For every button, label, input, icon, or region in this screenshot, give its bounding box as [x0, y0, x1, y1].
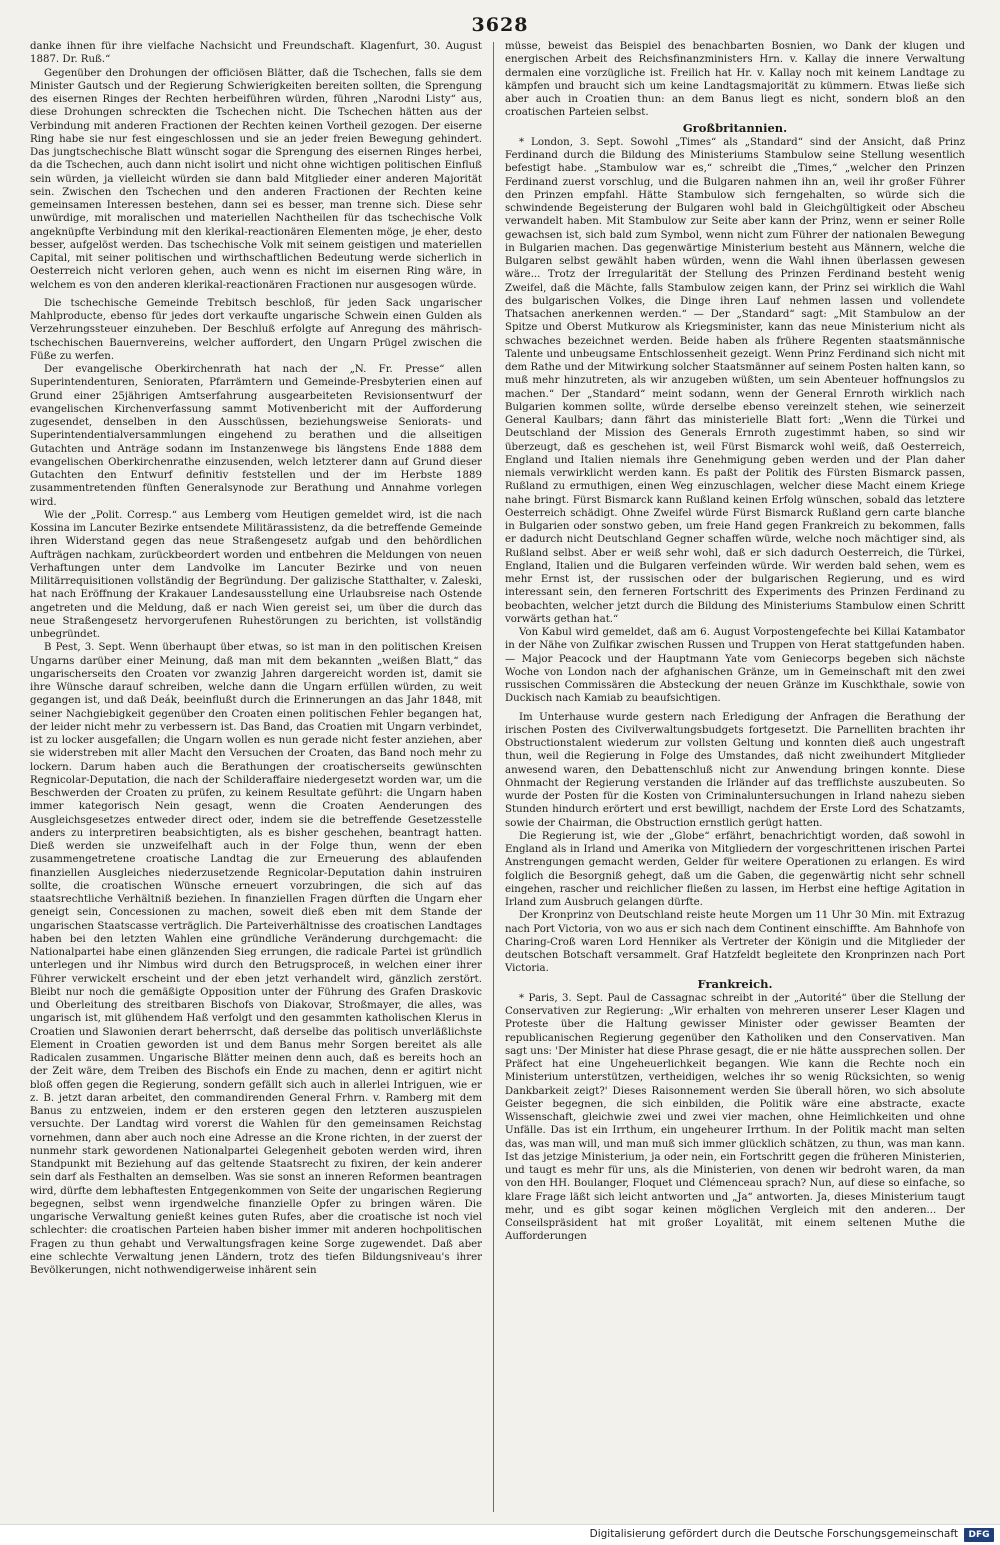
column-divider: [493, 42, 494, 1512]
article-paragraph: Der evangelische Oberkirchenrath hat nach der „N. Fr. Presse“ allen Superintendenturen, Senioraten, Pfarrämtern und Gemeinde-Presbyterien einen auf Grund einer 25jährigen Amtserfahrung ausgearbeiteten Revisionsentwurf der evangelischen Kirchenverfassung sammt Motivenbericht mit der Aufforderung zugesendet, denselben in den Ausschüssen, beziehungsweise Seniorats- und Superintendentialversammlungen eingehend zu berathen und die allseitigen Gutachten und Anträge sodann im Instanzenwege bis längstens Ende 1888 dem evangelischen Oberkirchenrathe einzusenden, welch letzterer dann auf Grund dieser Gutachten den Entwurf definitiv feststellen und der im Herbste 1889 zusammentretenden fünften Generalsynode zur Berathung und Annahme vorlegen wird.: [30, 364, 482, 508]
section-heading-france: Frankreich.: [697, 976, 773, 991]
article-paragraph: B Pest, 3. Sept. Wenn überhaupt über etwas, so ist man in den politischen Kreisen Ungarns darüber einer Meinung, daß man mit dem bekannten „weißen Blatt,“ das ungarischerseits den Croaten vor zwanzig Jahren dargereicht worden ist, damit sie ihre Wünsche darauf schreiben, welche dann die Ungarn erfüllen würden, zu weit gegangen ist, und daß Deák, beeinflußt durch die Erinnerungen an das Jahr 1848, mit seiner Nachgiebigkeit gegenüber den Croaten einen politischen Fehler begangen hat, der leider nicht mehr zu verbessern ist. Das Band, das Croatien mit Ungarn verbindet, ist zu locker ausgefallen; die Ungarn wollen es nun gerade nicht fester anziehen, aber sie widerstreben mit aller Macht den Versuchen der Croaten, das Band noch mehr zu lockern. Darum haben auch die Berathungen der croatischerseits gewünschten Regnicolar-Deputation, die nach der Schilderaffaire niedergesetzt worden war, um die Beschwerden der Croaten zu prüfen, zu keinem Resultate geführt: die Ungarn haben immer kategorisch Nein gesagt, wenn die Croaten Aenderungen des Ausgleichsgesetzes entweder direct oder, indem sie die betreffende Gesetzesstelle anders zu interpretiren beabsichtigten, als es bisher geschehen, beantragt hatten. Dieß werden sie unzweifelhaft auch in der Folge thun, wenn der eben zusammengetretene croatische Landtag die zur Erneuerung des ablaufenden finanziellen Ausgleiches niederzusetzende Regnicolar-Deputation dahin instruiren sollte, die croatischen Wünsche erneuert vorzubringen, die sich auf das staatsrechtliche Verhältniß beziehen. In finanziellen Fragen dürften die Ungarn eher geneigt sein, Concessionen zu machen, soweit dieß eben mit dem Stande der ungarischen Staatscasse verträglich. Die Parteiverhältnisse des croatischen Landtages haben bei den letzten Wahlen eine gründliche Veränderung durchgemacht: die Nationalpartei habe einen glänzenden Sieg errungen, die radicale Partei ist gründlich unterlegen und ihr Nimbus wird durch den Betrugsproceß, in welchen einer ihrer Führer verwickelt erscheint und der eben jetzt verhandelt wird, gänzlich zerstört. Bleibt nur noch die gemäßigte Opposition unter der Führung des Grafen Draskovic und Oberleitung des streitbaren Bischofs von Diakovar, Stroßmayer, die alles, was ungarisch ist, mit glühendem Haß verfolgt und den gesammten katholischen Klerus in Croatien und Slawonien derart beherrscht, daß derselbe das politisch unverläßlichste Element in Croatien geworden ist und dem Banus mehr Sorgen bereitet als alle Radicalen zusammen. Ungarische Blätter meinen denn auch, daß es bereits hoch an der Zeit wäre, dem Treiben des Bischofs ein Ende zu machen, denn er agitirt nicht bloß offen gegen die Regierung, sondern gefällt sich auch in allerlei Intriguen, wie er z. B. jetzt daran arbeitet, den commandirenden General Frhrn. v. Ramberg mit dem Banus zu entzweien, indem er den ersteren gegen den letzteren auszuspielen versuchte. Der Landtag wird vorerst die Wahlen für den gemeinsamen Reichstag vornehmen, dann aber auch noch eine Adresse an die Krone richten, in der zuerst der nunmehr stark gewordenen Nationalpartei Gelegenheit geboten werden wird, ihren Standpunkt mit Beziehung auf das geltende Staatsrecht zu fixiren, der kein anderer sein darf als Festhalten an demselben. Was sie sonst an inneren Reformen beantragen wird, dürfte dem lebhaftesten Entgegenkommen von Seite der ungarischen Regierung begegnen, selbst wenn irgendwelche finanzielle Opfer zu bringen wären. Die ungarische Verwaltung genießt keines guten Rufes, aber die croatische ist noch viel schlechter: die croatischen Parteien haben bisher immer mit anderen hochpolitischen Fragen zu thun gehabt und Verwaltungsfragen keine Sorge zugewendet. Daß aber eine schlechte Verwaltung jenen Ländern, trotz des tiefen Bildungsniveau's ihrer Bevölkerungen, nicht nothwendigerweise inhärent sein: [30, 642, 482, 1276]
article-paragraph: Wie der „Polit. Corresp.“ aus Lemberg vom Heutigen gemeldet wird, ist die nach Kossina im Lancuter Bezirke entsendete Militärassistenz, da die betreffende Gemeinde ihren Widerstand gegen das neue Straßengesetz aufgab und den behördlichen Aufträgen nachkam, zurückbeordert worden und entbehren die Meldungen von neuen Verhaftungen unter dem Landvolke im Lancuter Bezirke und von neuen Militärrequisitionen vollständig der Begründung. Der galizische Statthalter, v. Zaleski, hat nach Eröffnung der Krakauer Landesausstellung eine Urlaubsreise nach Ostende angetreten und die Meldung, daß er nach Wien gereist sei, um über die durch das neue Straßengesetz hervorgerufenen Ruhestörungen zu berichten, ist vollständig unbegründet.: [30, 509, 482, 640]
left-column: [30, 40, 482, 1515]
article-paragraph: Im Unterhause wurde gestern nach Erledigung der Anfragen die Berathung der irischen Posten des Civilverwaltungsbudgets fortgesetzt. Die Parnelliten brachten ihr Obstructionstalent wiederum zur vollsten Geltung und konnten dieß auch ungestraft thun, weil die Regierung in Folge des Umstandes, daß nicht zweihundert Mitglieder anwesend waren, den Debattenschluß nicht zur Anwendung bringen konnte. Diese Ohnmacht der Regierung verstanden die Irländer auf das trefflichste auszubeuten. So wurde der Posten für die Kosten von Criminaluntersuchungen in Irland nahezu sieben Stunden hindurch erörtert und erst bewilligt, nachdem der Erste Lord des Schatzamts, sowie der Chairman, die Obstruction ernstlich gerügt hatten.: [505, 711, 965, 829]
article-paragraph: Gegenüber den Drohungen der officiösen Blätter, daß die Tschechen, falls sie dem Minister Gautsch und der Regierung Schwierigkeiten bereiten sollten, die Sprengung des eisernen Ringes der Rechten herbeiführen würden, führen „Narodni Listy“ aus, diese Drohungen schreckten die Tschechen nicht. Die Tschechen hätten aus der Verbindung mit anderen Fractionen der Rechten keinen Vortheil gezogen. Der eiserne Ring habe sie nur fest eingeschlossen und sie an jeder freien Bewegung gehindert. Das jungtschechische Blatt wünscht sogar die Sprengung des eisernen Ringes herbei, da die Tschechen, auch dann nicht isolirt und nicht ohne wichtigen politischen Einfluß sein würden, ja vielleicht würden sie dann bald Mitglieder einer anderen Majorität sein. Zwischen den Tschechen und den anderen Fractionen der Rechten keine gemeinsamen Interessen bestehen, dann sei es besser, man trenne sich. Diese sehr unwürdige, mit moralischen und materiellen Nachtheilen für das tschechische Volk angeknüpfte Verbindung mit den klerikal-reactionären Elementen möge, je eher, desto besser, aufgelöst werden. Das tschechische Volk mit seinem geistigen und materiellen Capital, mit seiner politischen und wirthschaftlichen Bedeutung werde sicherlich in Oesterreich nicht verloren gehen, auch wenn es nicht im eisernen Ring wäre, in welchem es von den anderen klerikal-reactionären Fractionen nur ausgesogen würde.: [30, 67, 482, 291]
article-paragraph: danke ihnen für ihre vielfache Nachsicht und Freundschaft. Klagenfurt, 30. August 1887. Dr. Ruß.“: [30, 41, 482, 66]
footer-bar: [0, 1524, 1000, 1545]
article-paragraph: Die tschechische Gemeinde Trebitsch beschloß, für jeden Sack ungarischer Mahlproducte, ebenso für jedes dort verkaufte ungarische Schwein einen Gulden als Verzehrungssteuer einzuheben. Der Beschluß erfolgte auf Anregung des mährisch-tschechischen Bauernvereins, welcher auffordert, den Ungarn Prügel zwischen die Füße zu werfen.: [30, 297, 482, 362]
page-number: 3628: [471, 14, 529, 36]
article-paragraph: Von Kabul wird gemeldet, daß am 6. August Vorpostengefechte bei Killai Katambator in der Nähe von Zulfikar zwischen Russen und Truppen von Herat stattgefunden haben. — Major Peacock und der Hauptmann Yate vom Geniecorps begeben sich nächste Woche von London nach der afghanischen Gränze, um in Gemeinschaft mit den zwei russischen Commissären die Absteckung der neuen Gränze im Kuschkthale, sowie von Duckisch nach Kamiab zu beaufsichtigen.: [505, 627, 965, 705]
dfg-logo-icon: DFG: [964, 1528, 994, 1542]
section-heading-great-britain: Großbritannien.: [682, 120, 788, 135]
article-paragraph: Der Kronprinz von Deutschland reiste heute Morgen um 11 Uhr 30 Min. mit Extrazug nach Port Victoria, von wo aus er sich nach dem Continent einschiffte. Am Bahnhofe von Charing-Croß waren Lord Henniker als Vertreter der Königin und die Mitglieder der deutschen Botschaft versammelt. Graf Hatzfeldt begleitete den Kronprinzen nach Port Victoria.: [505, 910, 965, 975]
funding-notice: Digitalisierung gefördert durch die Deutsche Forschungsgemeinschaft: [589, 1528, 958, 1540]
article-paragraph: Die Regierung ist, wie der „Globe“ erfährt, benachrichtigt worden, daß sowohl in England als in Irland und Amerika von Mitgliedern der vorgeschrittenen irischen Partei Anstrengungen gemacht werden, Gelder für weitere Operationen zu erlangen. Es wird folglich die Besorgniß gehegt, daß um die Gaben, die gegenwärtig nicht sehr schnell eingehen, rascher und reichlicher fließen zu lassen, im Herbst eine heftige Agitation in Irland zum Ausbruch gelangen dürfte.: [505, 830, 965, 908]
article-paragraph: * London, 3. Sept. Sowohl „Times“ als „Standard“ sind der Ansicht, daß Prinz Ferdinand durch die Bildung des Ministeriums Stambulow seine Stellung wesentlich befestigt habe. „Stambulow war es,“ schreibt die „Times,“ „welcher den Prinzen Ferdinand zuerst vorschlug, und die Bulgaren nahmen ihn an, weil ihr großer Führer den Prinzen empfahl. Hätte Stambulow sich ferngehalten, so würde sich die schwindende Begeisterung der Bulgaren wohl bald in Gleichgültigkeit oder Abscheu verwandelt haben. Mit Stambulow zur Seite aber kann der Prinz, wenn er seiner Rolle gewachsen ist, sich bald zum Symbol, wenn nicht zum Führer der nationalen Bewegung in Bulgarien machen. Das gegenwärtige Ministerium besteht aus Männern, welche die Bulgaren selbst gewählt haben würden, wenn die Wahl ihnen überlassen gewesen wäre... Trotz der Irregularität der Stellung des Prinzen Ferdinand besteht wenig Zweifel, daß die Mächte, falls Stambulow zeigen kann, der Prinz sei wirklich die Wahl des bulgarischen Volkes, die Dinge ihren Lauf nehmen lassen und vollendete Thatsachen anerkennen werden.“ — Der „Standard“ sagt: „Mit Stambulow an der Spitze und Oberst Mutkurow als Kriegsminister, kann das neue Ministerium nicht als schwaches bezeichnet werden. Beide haben als frühere Regenten staatsmännische Talente und unbeugsame Entschlossenheit gezeigt. Wenn Prinz Ferdinand sich nicht mit dem Rathe und der Mitwirkung solcher Staatsmänner auf seinem Posten halten kann, so muß mehr hinzutreten, als wir anzugeben wüßten, um sein Abenteuer hoffnungslos zu machen.“ Der „Standard“ meint sodann, wenn der General Ernroth wirklich nach Bulgarien kommen sollte, würde derselbe ebenso vereinzelt stehen, wie seinerzeit General Kaulbars; dann fährt das ministerielle Blatt fort: „Wenn die Türkei und Deutschland der Mission des Generals Ernroth zugestimmt haben, so sind wir überzeugt, daß es geschehen ist, weil Fürst Bismarck wohl weiß, daß Oesterreich, England und Italien niemals ihre Genehmigung geben werden und der Plan daher niemals verwirklicht werden kann. Es paßt der Politik des Fürsten Bismarck passen, Rußland zu ermuthigen, einen Weg einzuschlagen, welcher diese Macht einem Kriege nahe bringt. Fürst Bismarck kann Rußland keinen Erfolg wünschen, sobald das letztere Oesterreich schädigt. Ohne Zweifel würde Fürst Bismarck Rußland gern carte blanche in Bulgarien oder sonstwo geben, um freie Hand gegen Frankreich zu bekommen, falls er dadurch nicht Deutschland Gegner schaffen würde, welche noch mächtiger sind, als Rußland selbst. Aber er weiß sehr wohl, daß er sich dadurch Oesterreich, die Türkei, England, Italien und die Bulgaren verfeinden würde. Wir werden bald sehen, wem es mehr Ernst ist, der russischen oder der bulgarischen Regierung, und es wird interessant sein, den ferneren Fortschritt des Experiments des Prinzen Ferdinand zu beobachten, welcher jetzt durch die Bildung des Ministeriums Stambulow einen Schritt vorwärts gethan hat.“: [505, 136, 965, 625]
article-paragraph: * Paris, 3. Sept. Paul de Cassagnac schreibt in der „Autorité“ über die Stellung der Conservativen zur Regierung: „Wir erhalten von mehreren unserer Leser Klagen und Proteste über die Haltung gewisser Minister oder gewisser Beamten der republicanischen Regierung gegenüber den Katholiken und den Conservativen. Man sagt uns: 'Der Minister hat diese Phrase gesagt, die er nie hätte aussprechen sollen. Der Präfect hat eine Ungeheuerlichkeit begangen. Wie kann die Rechte noch ein Ministerium unterstützen, vertheidigen, welches ihr so wenig Rücksichten, so wenig Dankbarkeit zeigt?' Dieses Raisonnement werden Sie überall hören, wo sich absolute Geister begegnen, die sich einbilden, die Politik wäre eine abstracte, exacte Wissenschaft, gleichwie zwei und zwei vier machen, ohne Heimlichkeiten und ohne Unfälle. Das ist ein Irrthum, ein ungeheurer Irrthum. In der Politik macht man selten das, was man will, und man muß sich immer glücklich schätzen, zu thun, was man kann. Ist das jetzige Ministerium, ja oder nein, ein Fortschritt gegen die früheren Ministerien, und taugt es mehr für uns, als die Ministerien, von denen wir bedroht waren, da man von den HH. Boulanger, Floquet und Clémenceau sprach? Nun, auf diese so einfache, so klare Frage läßt sich leicht antworten und „Ja“ antworten. Ja, dieses Ministerium taugt mehr, und es gibt sogar keinen möglichen Vergleich mit den anderen... Der Conseilspräsident hat mit großer Loyalität, mit einem seltenen Muthe die Aufforderungen: [505, 992, 965, 1243]
article-paragraph: müsse, beweist das Beispiel des benachbarten Bosnien, wo Dank der klugen und energischen Arbeit des Reichsfinanzministers Hrn. v. Kallay die innere Verwaltung dermalen eine vorzügliche ist. Freilich hat Hr. v. Kallay noch mit keinem Landtage zu kämpfen und braucht sich um keine Landtagsmajorität zu kümmern. Etwas ließe sich aber auch in Croatien thun: an dem Banus liegt es nicht, sondern bloß an den croatischen Parteien selbst.: [505, 41, 965, 119]
right-column: [505, 40, 965, 1515]
